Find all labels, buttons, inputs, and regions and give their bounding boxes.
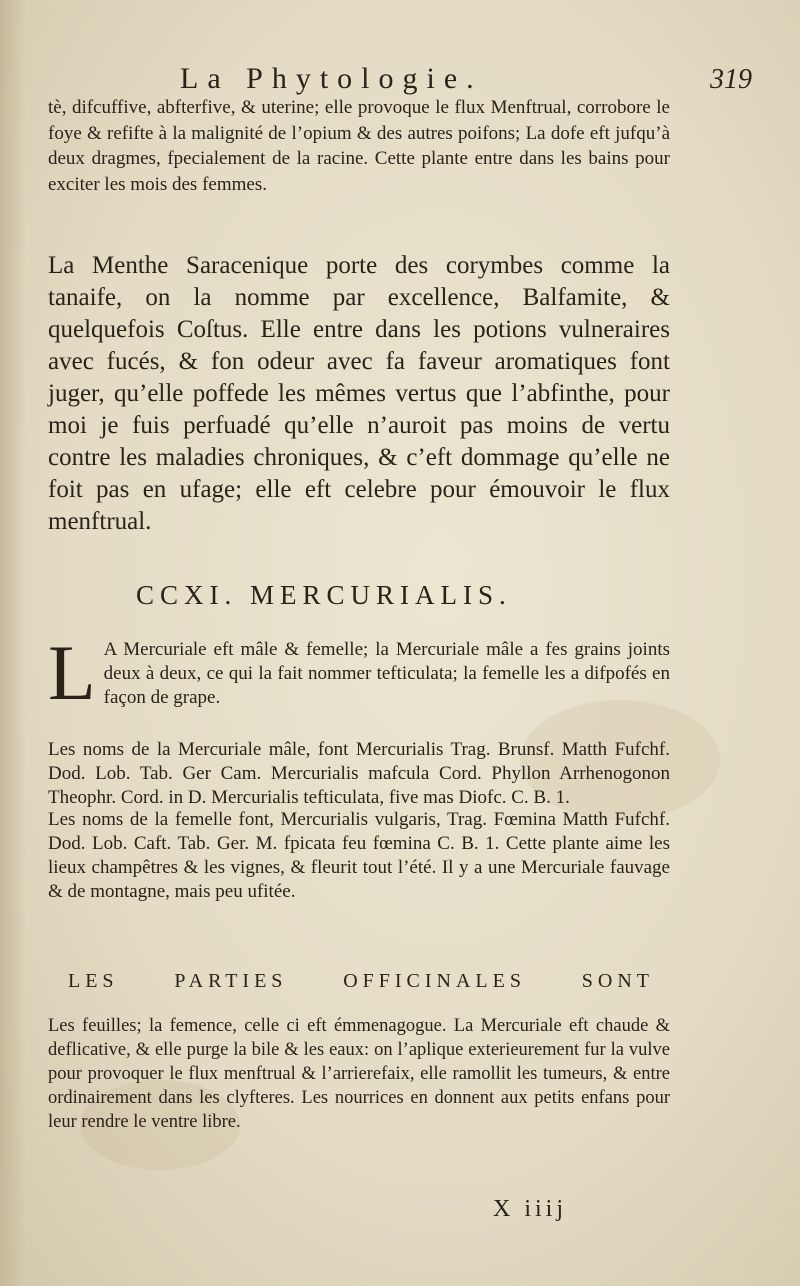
paragraph-continuation: tè, difcuffive, abfterfive, & uterine; elle provoque le flux Menftrual, corrobore le foye & refifte à la malignité de l’opium & des autres poifons; La dofe eft jufqu’à deux dragmes, fpecialement de la racine. Cette plante entre dans les bains pour exciter les mois des femmes.: [48, 97, 670, 195]
paragraph-mercuriale-intro: [48, 629, 670, 716]
paragraph-noms-male: Les noms de la Mercuriale mâle, font Mercurialis Trag. Brunsf. Matth Fufchf. Dod. Lob. Tab. Ger Cam. Mercurialis mafcula Cord. Phyllon Arrhenogonon Theophr. Cord. in D. Mercurialis tefticulata, five mas Diofc. C. B. 1.: [48, 739, 670, 808]
drop-cap: L: [48, 629, 96, 716]
paragraph-officinal-parts: Les feuilles; la femence, celle ci eft émmenagogue. La Mercuriale eft chaude & deflicative, & elle purge la bile & les eaux: on l’aplique exterieurement fur la vulve pour provoquer le flux menftrual & l’arrierefaix, elle ramollit les tumeurs, & entre ordinairement dans les clyfteres. Les nourrices en donnent aux petits enfans pour leur rendre le ventre libre.: [48, 1016, 670, 1132]
section-title: CCXI. MERCURIALIS.: [136, 580, 512, 610]
running-title: La Phytologie.: [180, 62, 483, 95]
officinal-parts-heading: LES PARTIES OFFICINALES SONT: [68, 970, 654, 992]
paragraph-menthe-saracenique: La Menthe Saracenique porte des corymbes comme la tanaife, on la nomme par excellence, Balfamite, & quelquefois Coſtus. Elle entre dans les potions vulneraires avec fucés, & fon odeur avec fa faveur aromatiques font juger, qu’elle poffede les mêmes vertus que l’abfinthe, pour moi je fuis perfuadé qu’elle n’auroit pas moins de vertu contre les maladies chroniques, & c’eft dommage qu’elle ne foit pas en ufage; elle eft celebre pour émouvoir le flux menftrual.: [48, 252, 670, 535]
paragraph-mercuriale-intro-text: A Mercuriale eft mâle & femelle; la Mercuriale mâle a fes grains joints deux à deux, ce qui la fait nommer tefticulata; la femelle les a difpofés en façon de grape.: [103, 639, 670, 708]
signature-mark: X iiij: [493, 1196, 568, 1222]
paragraph-noms-femelle: Les noms de la femelle font, Mercurialis vulgaris, Trag. Fœmina Matth Fufchf. Dod. Lob. Caft. Tab. Ger. M. fpicata feu fœmina C. B. 1. Cette plante aime les lieux champêtres & les vignes, & fleurit tout l’été. Il y a une Mercuriale fauvage & de montagne, mais peu ufitée.: [48, 809, 670, 902]
page-number: 319: [710, 64, 752, 95]
